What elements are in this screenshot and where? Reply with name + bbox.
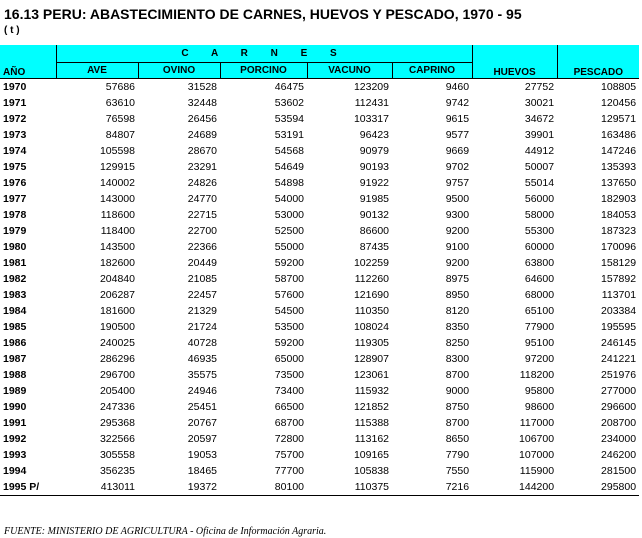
pescado-cell: 129571 xyxy=(601,113,637,125)
pescado-cell: 277000 xyxy=(601,385,637,397)
ovino-cell: 23291 xyxy=(187,161,217,173)
column-group-carnes: C A R N E S xyxy=(56,45,472,63)
ave-cell: 240025 xyxy=(99,337,135,349)
table-row xyxy=(0,127,639,143)
vacuno-cell: 109165 xyxy=(353,449,389,461)
ovino-cell: 20767 xyxy=(187,417,217,429)
ave-cell: 356235 xyxy=(99,465,135,477)
caprino-cell: 8120 xyxy=(445,305,470,317)
source-note: FUENTE: MINISTERIO DE AGRICULTURA - Oficina de Información Agraria. xyxy=(4,526,327,537)
year-cell: 1991 xyxy=(3,417,27,429)
caprino-cell: 9757 xyxy=(445,177,470,189)
pescado-cell: 251976 xyxy=(601,369,637,381)
huevos-cell: 55014 xyxy=(524,177,555,189)
huevos-cell: 118200 xyxy=(519,369,555,381)
pescado-cell: 187323 xyxy=(601,225,637,237)
table-row xyxy=(0,367,639,383)
table-row xyxy=(0,463,639,479)
table-row xyxy=(0,399,639,415)
year-cell: 1994 xyxy=(3,465,27,477)
ovino-cell: 25451 xyxy=(187,401,217,413)
pescado-cell: 135393 xyxy=(601,161,637,173)
porcino-cell: 66500 xyxy=(274,401,304,413)
ovino-cell: 35575 xyxy=(187,369,217,381)
ovino-cell: 21085 xyxy=(187,273,217,285)
huevos-cell: 58000 xyxy=(524,209,555,221)
porcino-cell: 52500 xyxy=(274,225,304,237)
pescado-cell: 120456 xyxy=(601,97,637,109)
vacuno-cell: 115388 xyxy=(354,417,389,429)
ave-cell: 190500 xyxy=(99,321,135,333)
year-cell: 1995 P/ xyxy=(0,479,56,496)
year-cell: 1976 xyxy=(3,177,27,189)
porcino-cell: 80100 xyxy=(220,479,307,496)
huevos-cell: 30021 xyxy=(524,97,555,109)
ave-cell: 57686 xyxy=(105,81,135,93)
table-row xyxy=(0,207,639,223)
porcino-cell: 57600 xyxy=(274,289,304,301)
table-row xyxy=(0,159,639,175)
table-row xyxy=(0,335,639,351)
year-cell: 1992 xyxy=(3,433,27,445)
ovino-cell: 22457 xyxy=(187,289,217,301)
porcino-cell: 73400 xyxy=(274,385,304,397)
ovino-cell: 31528 xyxy=(187,81,217,93)
caprino-cell: 9500 xyxy=(445,193,470,205)
ovino-cell: 24689 xyxy=(187,129,217,141)
huevos-cell: 65100 xyxy=(524,305,555,317)
table-row xyxy=(0,111,639,127)
year-cell: 1974 xyxy=(3,145,27,157)
vacuno-cell: 123209 xyxy=(353,81,389,93)
porcino-cell: 58700 xyxy=(274,273,304,285)
huevos-cell: 56000 xyxy=(524,193,555,205)
ovino-cell: 19053 xyxy=(187,449,217,461)
year-cell: 1978 xyxy=(3,209,27,221)
table-row xyxy=(0,383,639,399)
pescado-cell: 203384 xyxy=(601,305,637,317)
supply-table xyxy=(0,45,639,496)
table-row xyxy=(0,271,639,287)
huevos-cell: 144200 xyxy=(472,479,557,496)
table-row xyxy=(0,319,639,335)
year-cell: 1985 xyxy=(3,321,27,333)
pescado-cell: 246200 xyxy=(601,449,637,461)
pescado-cell: 184053 xyxy=(601,209,637,221)
porcino-cell: 54000 xyxy=(274,193,304,205)
table-title: 16.13 PERU: ABASTECIMIENTO DE CARNES, HUEVOS Y PESCADO, 1970 - 95 xyxy=(4,6,522,22)
table-row xyxy=(0,287,639,303)
vacuno-cell: 112260 xyxy=(354,273,389,285)
caprino-cell: 9577 xyxy=(445,129,470,141)
caprino-cell: 7790 xyxy=(445,449,470,461)
caprino-cell: 9669 xyxy=(445,145,470,157)
table-row xyxy=(0,175,639,191)
caprino-cell: 7216 xyxy=(392,479,472,496)
vacuno-cell: 110350 xyxy=(354,305,389,317)
caprino-cell: 9300 xyxy=(445,209,470,221)
caprino-cell: 8300 xyxy=(445,353,470,365)
year-cell: 1982 xyxy=(3,273,27,285)
ovino-cell: 18465 xyxy=(187,465,217,477)
column-header-ovino: OVINO xyxy=(138,63,220,79)
huevos-cell: 63800 xyxy=(524,257,555,269)
year-cell: 1989 xyxy=(3,385,27,397)
vacuno-cell: 87435 xyxy=(359,241,389,253)
huevos-cell: 106700 xyxy=(519,433,555,445)
huevos-cell: 55300 xyxy=(524,225,555,237)
pescado-cell: 295800 xyxy=(557,479,639,496)
column-header-pescado: PESCADO xyxy=(557,45,639,79)
ave-cell: 140002 xyxy=(99,177,135,189)
ave-cell: 182600 xyxy=(99,257,135,269)
huevos-cell: 107000 xyxy=(519,449,555,461)
huevos-cell: 98600 xyxy=(524,401,555,413)
pescado-cell: 281500 xyxy=(601,465,637,477)
ovino-cell: 22700 xyxy=(187,225,217,237)
ovino-cell: 26456 xyxy=(187,113,217,125)
porcino-cell: 59200 xyxy=(274,257,304,269)
pescado-cell: 108805 xyxy=(601,81,637,93)
huevos-cell: 39901 xyxy=(524,129,555,141)
vacuno-cell: 108024 xyxy=(353,321,389,333)
year-cell: 1990 xyxy=(3,401,27,413)
porcino-cell: 55000 xyxy=(274,241,304,253)
huevos-cell: 95800 xyxy=(524,385,555,397)
ovino-cell: 19372 xyxy=(138,479,220,496)
vacuno-cell: 123061 xyxy=(353,369,389,381)
ave-cell: 105598 xyxy=(99,145,135,157)
ave-cell: 322566 xyxy=(99,433,135,445)
porcino-cell: 53500 xyxy=(274,321,304,333)
year-cell: 1983 xyxy=(3,289,27,301)
vacuno-cell: 86600 xyxy=(359,225,389,237)
year-cell: 1984 xyxy=(3,305,27,317)
huevos-cell: 34672 xyxy=(524,113,555,125)
ovino-cell: 24826 xyxy=(187,177,217,189)
year-cell: 1973 xyxy=(3,129,27,141)
huevos-cell: 64600 xyxy=(524,273,555,285)
pescado-cell: 170096 xyxy=(601,241,637,253)
table-row xyxy=(0,431,639,447)
vacuno-cell: 119305 xyxy=(354,337,389,349)
huevos-cell: 95100 xyxy=(524,337,555,349)
caprino-cell: 8650 xyxy=(445,433,470,445)
porcino-cell: 72800 xyxy=(274,433,304,445)
pescado-cell: 208700 xyxy=(601,417,637,429)
table-row xyxy=(0,191,639,207)
year-cell: 1987 xyxy=(3,353,27,365)
table-row xyxy=(0,447,639,463)
table-row xyxy=(0,479,639,496)
ave-cell: 206287 xyxy=(99,289,135,301)
year-cell: 1971 xyxy=(3,97,27,109)
huevos-cell: 50007 xyxy=(524,161,555,173)
porcino-cell: 46475 xyxy=(274,81,304,93)
pescado-cell: 158129 xyxy=(601,257,637,269)
year-cell: 1986 xyxy=(3,337,27,349)
vacuno-cell: 113162 xyxy=(354,433,389,445)
huevos-cell: 115900 xyxy=(519,465,555,477)
caprino-cell: 8250 xyxy=(445,337,470,349)
ovino-cell: 24946 xyxy=(187,385,217,397)
huevos-cell: 44912 xyxy=(524,145,555,157)
column-header-huevos: HUEVOS xyxy=(472,45,557,79)
ovino-cell: 32448 xyxy=(187,97,217,109)
caprino-cell: 9200 xyxy=(445,257,470,269)
ovino-cell: 22715 xyxy=(187,209,217,221)
table-row xyxy=(0,303,639,319)
ave-cell: 129915 xyxy=(99,161,135,173)
ave-cell: 204840 xyxy=(99,273,135,285)
porcino-cell: 54500 xyxy=(274,305,304,317)
vacuno-cell: 115932 xyxy=(354,385,389,397)
vacuno-cell: 103317 xyxy=(353,113,389,125)
porcino-cell: 68700 xyxy=(274,417,304,429)
vacuno-cell: 112431 xyxy=(354,97,389,109)
pescado-cell: 195595 xyxy=(601,321,637,333)
table-row xyxy=(0,415,639,431)
table-body xyxy=(0,79,639,496)
huevos-cell: 27752 xyxy=(524,81,555,93)
ave-cell: 76598 xyxy=(105,113,135,125)
column-header-vacuno: VACUNO xyxy=(307,63,392,79)
ovino-cell: 20449 xyxy=(187,257,217,269)
vacuno-cell: 128907 xyxy=(353,353,389,365)
year-cell: 1993 xyxy=(3,449,27,461)
ovino-cell: 20597 xyxy=(187,433,217,445)
caprino-cell: 8700 xyxy=(445,417,470,429)
caprino-cell: 8350 xyxy=(445,321,470,333)
huevos-cell: 97200 xyxy=(524,353,555,365)
huevos-cell: 60000 xyxy=(524,241,555,253)
porcino-cell: 53191 xyxy=(274,129,304,141)
vacuno-cell: 91985 xyxy=(359,193,389,205)
year-cell: 1972 xyxy=(3,113,27,125)
table-row xyxy=(0,79,639,96)
porcino-cell: 54898 xyxy=(274,177,304,189)
table-row xyxy=(0,239,639,255)
ovino-cell: 28670 xyxy=(187,145,217,157)
year-cell: 1977 xyxy=(3,193,27,205)
ave-cell: 295368 xyxy=(99,417,135,429)
column-header-porcino: PORCINO xyxy=(220,63,307,79)
year-cell: 1979 xyxy=(3,225,27,237)
caprino-cell: 7550 xyxy=(445,465,470,477)
ave-cell: 143000 xyxy=(99,193,135,205)
porcino-cell: 54649 xyxy=(274,161,304,173)
pescado-cell: 182903 xyxy=(601,193,637,205)
vacuno-cell: 91922 xyxy=(359,177,389,189)
year-cell: 1988 xyxy=(3,369,27,381)
caprino-cell: 9000 xyxy=(445,385,470,397)
huevos-cell: 68000 xyxy=(524,289,555,301)
ave-cell: 181600 xyxy=(99,305,135,317)
caprino-cell: 8975 xyxy=(445,273,470,285)
vacuno-cell: 96423 xyxy=(359,129,389,141)
pescado-cell: 163486 xyxy=(601,129,637,141)
ovino-cell: 46935 xyxy=(187,353,217,365)
caprino-cell: 9100 xyxy=(445,241,470,253)
porcino-cell: 53602 xyxy=(274,97,304,109)
year-cell: 1970 xyxy=(3,81,27,93)
ave-cell: 84807 xyxy=(105,129,135,141)
vacuno-cell: 90193 xyxy=(359,161,389,173)
column-header-year: AÑO xyxy=(0,45,56,79)
table-row xyxy=(0,95,639,111)
huevos-cell: 77900 xyxy=(524,321,555,333)
vacuno-cell: 121690 xyxy=(353,289,389,301)
ave-cell: 205400 xyxy=(99,385,135,397)
ovino-cell: 24770 xyxy=(187,193,217,205)
porcino-cell: 53000 xyxy=(274,209,304,221)
porcino-cell: 53594 xyxy=(274,113,304,125)
table-row xyxy=(0,143,639,159)
table-row xyxy=(0,255,639,271)
pescado-cell: 246145 xyxy=(601,337,637,349)
pescado-cell: 234000 xyxy=(601,433,637,445)
porcino-cell: 73500 xyxy=(274,369,304,381)
ave-cell: 143500 xyxy=(99,241,135,253)
huevos-cell: 117000 xyxy=(519,417,555,429)
pescado-cell: 241221 xyxy=(601,353,637,365)
porcino-cell: 59200 xyxy=(274,337,304,349)
caprino-cell: 9702 xyxy=(445,161,470,173)
caprino-cell: 8700 xyxy=(445,369,470,381)
pescado-cell: 137650 xyxy=(601,177,637,189)
caprino-cell: 8950 xyxy=(445,289,470,301)
year-cell: 1975 xyxy=(3,161,27,173)
porcino-cell: 77700 xyxy=(274,465,304,477)
vacuno-cell: 105838 xyxy=(353,465,389,477)
vacuno-cell: 121852 xyxy=(353,401,389,413)
ave-cell: 413011 xyxy=(56,479,138,496)
caprino-cell: 8750 xyxy=(445,401,470,413)
ave-cell: 305558 xyxy=(99,449,135,461)
pescado-cell: 157892 xyxy=(601,273,637,285)
caprino-cell: 9742 xyxy=(445,97,470,109)
caprino-cell: 9615 xyxy=(445,113,470,125)
vacuno-cell: 90132 xyxy=(359,209,389,221)
pescado-cell: 113701 xyxy=(601,289,637,301)
caprino-cell: 9200 xyxy=(445,225,470,237)
ave-cell: 247336 xyxy=(99,401,135,413)
ovino-cell: 21329 xyxy=(187,305,217,317)
ave-cell: 63610 xyxy=(105,97,135,109)
ave-cell: 118400 xyxy=(100,225,135,237)
table-row xyxy=(0,223,639,239)
year-cell: 1981 xyxy=(3,257,27,269)
ave-cell: 118600 xyxy=(100,209,135,221)
porcino-cell: 54568 xyxy=(274,145,304,157)
vacuno-cell: 110375 xyxy=(307,479,392,496)
table-row xyxy=(0,351,639,367)
ave-cell: 296700 xyxy=(99,369,135,381)
ovino-cell: 21724 xyxy=(187,321,217,333)
unit-label: ( t ) xyxy=(4,25,20,36)
porcino-cell: 65000 xyxy=(274,353,304,365)
pescado-cell: 296600 xyxy=(601,401,637,413)
ave-cell: 286296 xyxy=(99,353,135,365)
column-header-ave: AVE xyxy=(56,63,138,79)
caprino-cell: 9460 xyxy=(445,81,470,93)
ovino-cell: 22366 xyxy=(187,241,217,253)
vacuno-cell: 102259 xyxy=(353,257,389,269)
column-header-caprino: CAPRINO xyxy=(392,63,472,79)
ovino-cell: 40728 xyxy=(187,337,217,349)
vacuno-cell: 90979 xyxy=(359,145,389,157)
year-cell: 1980 xyxy=(3,241,27,253)
porcino-cell: 75700 xyxy=(274,449,304,461)
pescado-cell: 147246 xyxy=(601,145,637,157)
